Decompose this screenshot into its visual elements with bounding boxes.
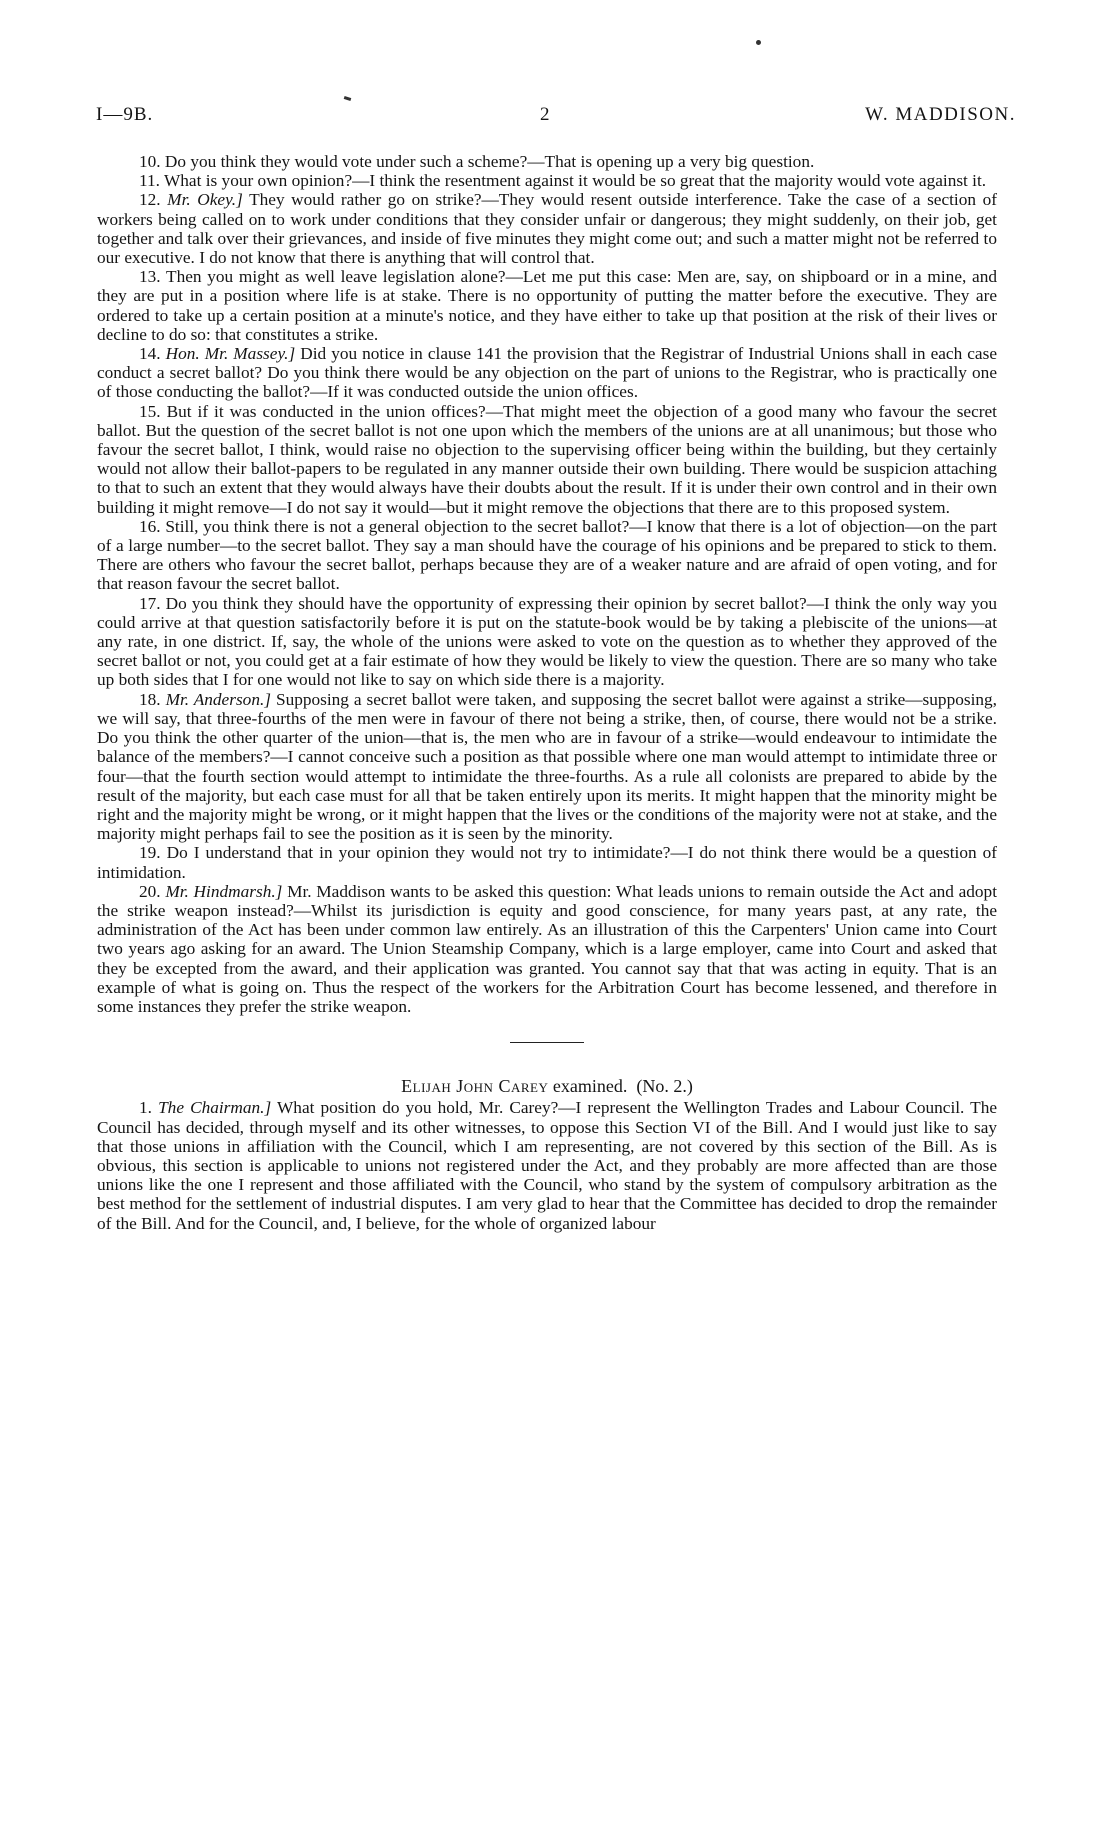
paragraph-q10: 10. Do you think they would vote under such a scheme?—That is opening up a very big question. (139, 152, 815, 171)
paragraph-q18: 18. Mr. Anderson.] Supposing a secret ballot were taken, and supposing the secret ballot were against a strike—supposing, we will say, that three-fourths of the men were in favour of there not being a strike, then, of course, there would not be a strike. Do you think the other quarter of the union—that is, the men who are in favour of a strike—would endeavour to intimidate the balance of the members?—I cannot conceive such a position as that possible where one man would attempt to intimidate three or four—that the fourth section would attempt to intimidate the three-fourths. As a rule all colonists are prepared to abide by the result of the majority, but each case must for all that be taken entirely upon its merits. It might happen that the minority might be right and the majority might be wrong, or it might happen that the lives or the conditions of the majority were not at stake, and the majority might perhaps fail to see the position as it is seen by the minority. (97, 689, 997, 844)
header-witness: W. MADDISON. (865, 104, 1016, 125)
witness-name: Elijah John Carey (401, 1076, 549, 1097)
paragraph-q13: 13. Then you might as well leave legislation alone?—Let me put this case: Men are, say, on shipboard or in a mine, and they are put in a position where life is at stake. There is no opportunity of putting the matter before the executive. They are ordered to take up a certain position at a minute's notice, and they have either to take up that position at the risk of their lives or decline to do so: that constitutes a strike. (97, 267, 997, 344)
paragraph-carey-q1: 1. The Chairman.] What position do you hold, Mr. Carey?—I represent the Wellington Trades and Labour Council. The Council has decided, through myself and its other witnesses, to oppose this Section VI of the Bill. And I would just like to say that those unions in affiliation with the Council, which I am representing, are not covered by this section of the Bill. As is obvious, this section is applicable to unions not registered under the Act, and they probably are more affected than are those unions like the one I represent and those affiliated with the Council, who stand by the system of compulsory arbitration as the best method for the settlement of industrial disputes. I am very glad to hear that the Committee has decided to drop the remainder of the Bill. And for the Council, and, I believe, for the whole of organized labour (97, 1098, 998, 1233)
speaker-label: Mr. Hindmarsh.] (165, 881, 283, 901)
paragraph-q11: 11. What is your own opinion?—I think the resentment against it would be so great that the majority would vote against it. (139, 171, 987, 191)
witness-number: (No. 2.) (636, 1076, 693, 1097)
document-body (97, 152, 997, 1233)
paragraph-q14: 14. Hon. Mr. Massey.] Did you notice in clause 141 the provision that the Registrar of Industrial Unions shall in each case conduct a secret ballot? Do you think there would be any objection on the part of unions to the Registrar, who is practically one of those conducting the ballot?—If it was conducted outside the union offices. (97, 344, 997, 402)
witness-status: examined. (552, 1076, 628, 1097)
header-reference: I—9B. (96, 104, 154, 125)
paragraph-q20: 20. Mr. Hindmarsh.] Mr. Maddison wants to be asked this question: What leads unions to remain outside the Act and adopt the strike weapon instead?—Whilst its jurisdiction is equity and good conscience, for many years past, at any rate, the administration of the Act has been under common law entirely. As an illustration of this the Carpenters' Union came into Court two years ago asking for an award. The Union Steamship Company, which is a large employer, came into Court and asked that they be excepted from the award, and their application was granted. You cannot say that that was acting in equity. That is an example of what is going on. Thus the respect of the workers for the Arbitration Court has become lessened, and therefore in some instances they prefer the strike weapon. (97, 881, 998, 1016)
paragraph-q19: 19. Do I understand that in your opinion they would not try to intimidate?—I do not think there would be a question of intimidation. (97, 843, 997, 882)
paragraph-q15: 15. But if it was conducted in the union offices?—That might meet the objection of a good many who favour the secret ballot. But the question of the secret ballot is not one upon which the members of the unions are at all unanimous; but those who favour the secret ballot, I think, would raise no objection to the supervising officer being within the building, but they certainly would not allow their ballot-papers to be regulated in any manner outside their own building. There would be suspicion attaching to that to such an extent that they would always have their doubts about the result. If it is under their own control and in their own building it might remove—I do not say it would—but it might remove the objections that there are to this proposed system. (97, 401, 997, 517)
speaker-label: The Chairman.] (158, 1098, 272, 1118)
paragraph-q17: 17. Do you think they should have the opportunity of expressing their opinion by secret ballot?—I think the only way you could arrive at that question satisfactorily before it is put on the statute-book would be by taking a plebiscite of the unions—at any rate, in one district. If, say, the whole of the unions were asked to vote on the question as to whether they approved of the secret ballot or not, you could get at a fair estimate of how they would be likely to view the question. There are so many who take up both sides that I for one would not like to say on which side there is a majority. (97, 593, 997, 690)
section-divider (510, 1042, 584, 1043)
paragraph-q16: 16. Still, you think there is not a general objection to the secret ballot?—I know that there is a lot of objection—on the part of a large number—to the secret ballot. They say a man should have the courage of his opinions and be prepared to stick to them. There are others who favour the secret ballot, perhaps because they are of a weaker nature and are afraid of open voting, and for that reason favour the secret ballot. (97, 516, 997, 594)
speaker-label: Mr. Okey.] (167, 190, 243, 210)
page-header (96, 104, 1016, 134)
ink-speck (756, 40, 761, 45)
witness-heading (97, 1077, 997, 1096)
speaker-label: Mr. Anderson.] (165, 689, 272, 709)
page-number: 2 (540, 104, 550, 125)
speaker-label: Hon. Mr. Massey.] (165, 344, 296, 364)
paragraph-q12: 12. Mr. Okey.] They would rather go on strike?—They would resent outside interference. Take the case of a section of workers being called on to work under conditions that they consider unfair or dangerous; they might suddenly, on their job, get together and talk over their grievances, and inside of five minutes they might come out; and such a matter might not be referred to our executive. I do not know that there is anything that will control that. (97, 190, 997, 268)
ink-mark (344, 96, 352, 101)
